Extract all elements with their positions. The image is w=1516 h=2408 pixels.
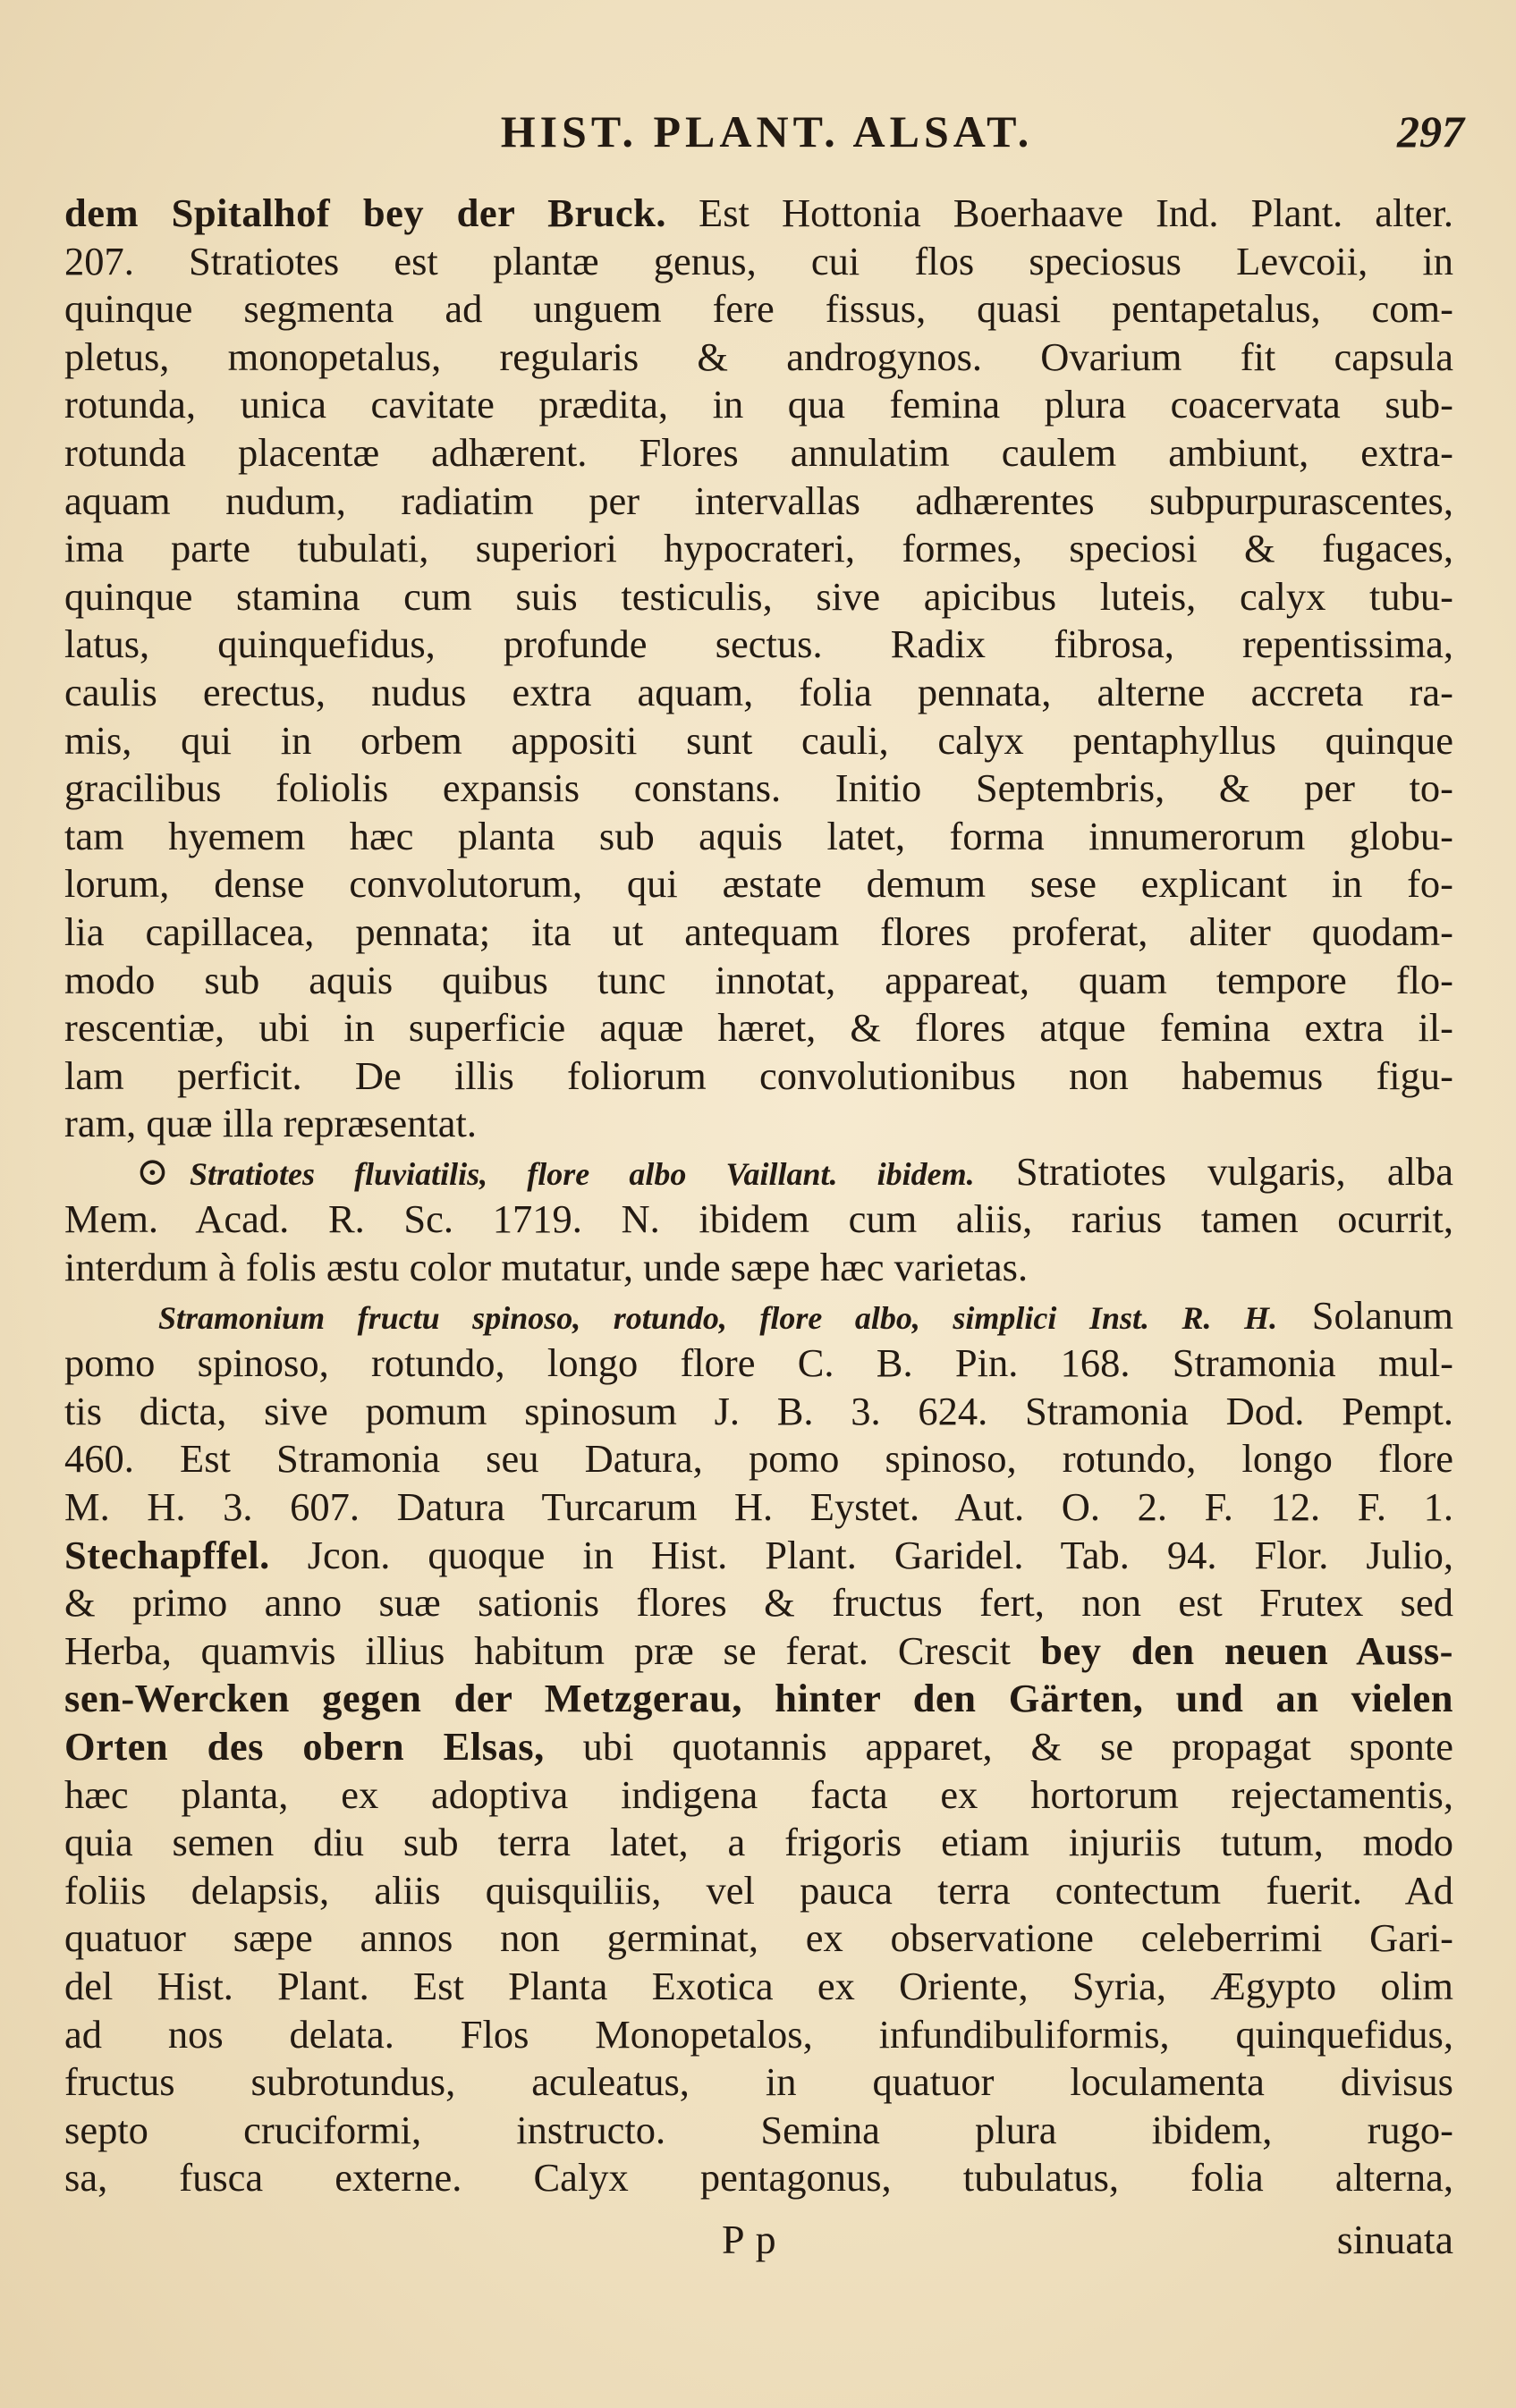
text-line	[64, 765, 1453, 813]
fraktur-text: sen-Wercken gegen der Metzgerau, hinter den Gärten, und an vielen	[64, 1676, 1453, 1721]
catchword: sinuata	[1336, 2217, 1453, 2262]
text-line	[64, 2154, 1453, 2202]
text-line	[64, 621, 1453, 669]
text-line	[64, 1771, 1453, 1820]
text-line	[64, 1914, 1453, 1963]
latin-text: gracilibus foliolis expansis constans. Initio Septembris, & per to-	[64, 765, 1453, 811]
text-line	[64, 1579, 1453, 1627]
fraktur-text: bey den neuen Auss-	[1010, 1627, 1453, 1673]
latin-text: Est Hottonia Boerhaave Ind. Plant. alter.	[665, 190, 1453, 235]
latin-text: fructus subrotundus, aculeatus, in quatuor loculamenta divisus	[64, 2059, 1453, 2105]
latin-text: Jcon. quoque in Hist. Plant. Garidel. Tab. 94. Flor. Julio,	[269, 1532, 1453, 1577]
text-line	[64, 1675, 1453, 1723]
fraktur-text: dem Spitalhof bey der Bruck.	[64, 190, 666, 235]
latin-text: tam hyemem hæc planta sub aquis latet, forma innumerorum globu-	[64, 813, 1453, 858]
latin-text: mis, qui in orbem appositi sunt cauli, calyx pentaphyllus quinque	[64, 717, 1453, 763]
latin-text: ubi quotannis apparet, & se propagat sponte	[544, 1724, 1453, 1769]
latin-text: caulis erectus, nudus extra aquam, folia pennata, alterne accreta ra-	[64, 669, 1453, 714]
text-line	[64, 2107, 1453, 2155]
text-line	[64, 1339, 1453, 1388]
latin-text: foliis delapsis, aliis quisquiliis, vel pauca terra contectum fuerit. Ad	[64, 1867, 1453, 1913]
latin-text: pomo spinoso, rotundo, longo flore C. B. Pin. 168. Stramonia mul-	[64, 1340, 1453, 1386]
latin-text: Stratiotes vulgaris, alba	[974, 1148, 1453, 1194]
latin-text: aquam nudum, radiatim per intervallas adhærentes subpurpurascentes,	[64, 477, 1453, 523]
text-line	[64, 525, 1453, 573]
latin-text: lam perficit. De illis foliorum convolutionibus non habemus figu-	[64, 1052, 1453, 1098]
latin-text: & primo anno suæ sationis flores & fructus fert, non est Frutex sed	[64, 1580, 1453, 1626]
text-line	[64, 1819, 1453, 1867]
latin-text: interdum à folis æstu color mutatur, unde sæpe hæc varietas.	[64, 1245, 1029, 1290]
latin-text: lorum, dense convolutorum, qui æstate demum sese explicant in fo-	[64, 861, 1453, 907]
latin-text: quinque segmenta ad unguem fere fissus, quasi pentapetalus, com-	[64, 286, 1453, 332]
latin-text: hæc planta, ex adoptiva indigena facta ex hortorum rejectamentis,	[64, 1771, 1453, 1817]
text-line	[64, 238, 1453, 286]
text-line	[64, 669, 1453, 717]
variety-symbol: ⊙	[136, 1149, 169, 1194]
species-name: Stramonium fructu spinoso, rotundo, flore albo, simplici Inst. R. H.	[158, 1299, 1278, 1336]
text-line	[64, 334, 1453, 382]
latin-text: quinque stamina cum suis testiculis, sive apicibus luteis, calyx tubu-	[64, 573, 1453, 619]
text-line	[64, 1292, 1453, 1340]
latin-text: lia capillacea, pennata; ita ut antequam flores proferat, aliter quodam-	[64, 908, 1453, 954]
text-line	[64, 1435, 1453, 1483]
latin-text: quatuor sæpe annos non germinat, ex observatione celeberrimi Gari-	[64, 1915, 1453, 1961]
text-line	[64, 429, 1453, 477]
running-head: HIST. PLANT. ALSAT.	[500, 106, 1034, 156]
text-line	[64, 1867, 1453, 1915]
text-line	[64, 1963, 1453, 2011]
latin-text: ad nos delata. Flos Monopetalos, infundibuliformis, quinquefidus,	[64, 2011, 1453, 2057]
text-line	[64, 1196, 1453, 1244]
latin-text: latus, quinquefidus, profunde sectus. Radix fibrosa, repentissima,	[64, 621, 1453, 667]
latin-text: pletus, monopetalus, regularis & androgynos. Ovarium fit capsula	[64, 334, 1453, 379]
text-line	[64, 477, 1453, 526]
text-line	[64, 1100, 1453, 1148]
text-line	[64, 1388, 1453, 1436]
latin-text: ram, quæ illa repræsentat.	[64, 1101, 477, 1146]
latin-text: ima parte tubulati, superiori hypocrateri, formes, speciosi & fugaces,	[64, 526, 1453, 571]
text-line	[64, 1244, 1453, 1292]
text-line	[64, 1627, 1453, 1676]
text-line	[64, 1052, 1453, 1101]
text-line	[64, 1004, 1453, 1052]
latin-text: 207. Stratiotes est plantæ genus, cui flos speciosus Levcoii, in	[64, 238, 1453, 283]
latin-text: Solanum	[1277, 1292, 1453, 1338]
text-line	[64, 908, 1453, 957]
text-line	[64, 2011, 1453, 2059]
fraktur-text: Orten des obern Elsas,	[64, 1724, 545, 1769]
latin-text: del Hist. Plant. Est Planta Exotica ex Oriente, Syria, Ægypto olim	[64, 1963, 1453, 2008]
text-line	[64, 813, 1453, 861]
signature-mark: Pp	[722, 2217, 787, 2262]
body-text	[64, 190, 1453, 2202]
latin-text: Herba, quamvis illius habitum præ se ferat. Crescit	[64, 1627, 1011, 1673]
species-name: Stratiotes fluviatilis, flore albo Vaillant. ibidem.	[190, 1155, 975, 1192]
latin-text: quia semen diu sub terra latet, a frigoris etiam injuriis tutum, modo	[64, 1820, 1453, 1865]
text-line	[64, 1532, 1453, 1580]
text-line	[64, 190, 1453, 238]
text-line	[64, 717, 1453, 765]
text-line	[64, 1483, 1453, 1532]
latin-text: tis dicta, sive pomum spinosum J. B. 3. 624. Stramonia Dod. Pempt.	[64, 1388, 1453, 1433]
page-footer	[64, 2216, 1453, 2269]
text-line	[64, 285, 1453, 334]
page-number: 297	[1397, 106, 1464, 156]
latin-text: rotunda, unica cavitate prædita, in qua femina plura coacervata sub-	[64, 382, 1453, 427]
latin-text: 460. Est Stramonia seu Datura, pomo spinoso, rotundo, longo flore	[64, 1436, 1453, 1482]
latin-text: septo cruciformi, instructo. Semina plura ibidem, rugo-	[64, 2107, 1453, 2152]
latin-text: M. H. 3. 607. Datura Turcarum H. Eystet. Aut. O. 2. F. 12. F. 1.	[64, 1484, 1453, 1530]
text-line	[64, 957, 1453, 1005]
text-line	[64, 1148, 1453, 1196]
page-header	[70, 106, 1464, 168]
latin-text: modo sub aquis quibus tunc innotat, appareat, quam tempore flo-	[64, 957, 1453, 1002]
text-line	[64, 381, 1453, 429]
text-line	[64, 1723, 1453, 1771]
fraktur-text: Stechapffel.	[64, 1532, 270, 1577]
latin-text: rescentiæ, ubi in superficie aquæ hæret, & flores atque femina extra il-	[64, 1005, 1453, 1051]
latin-text: sa, fusca externe. Calyx pentagonus, tubulatus, folia alterna,	[64, 2155, 1453, 2201]
text-line	[64, 860, 1453, 908]
text-line	[64, 2058, 1453, 2107]
text-line	[64, 573, 1453, 621]
latin-text: rotunda placentæ adhærent. Flores annulatim caulem ambiunt, extra-	[64, 429, 1453, 475]
latin-text: Mem. Acad. R. Sc. 1719. N. ibidem cum aliis, rarius tamen ocurrit,	[64, 1196, 1453, 1242]
